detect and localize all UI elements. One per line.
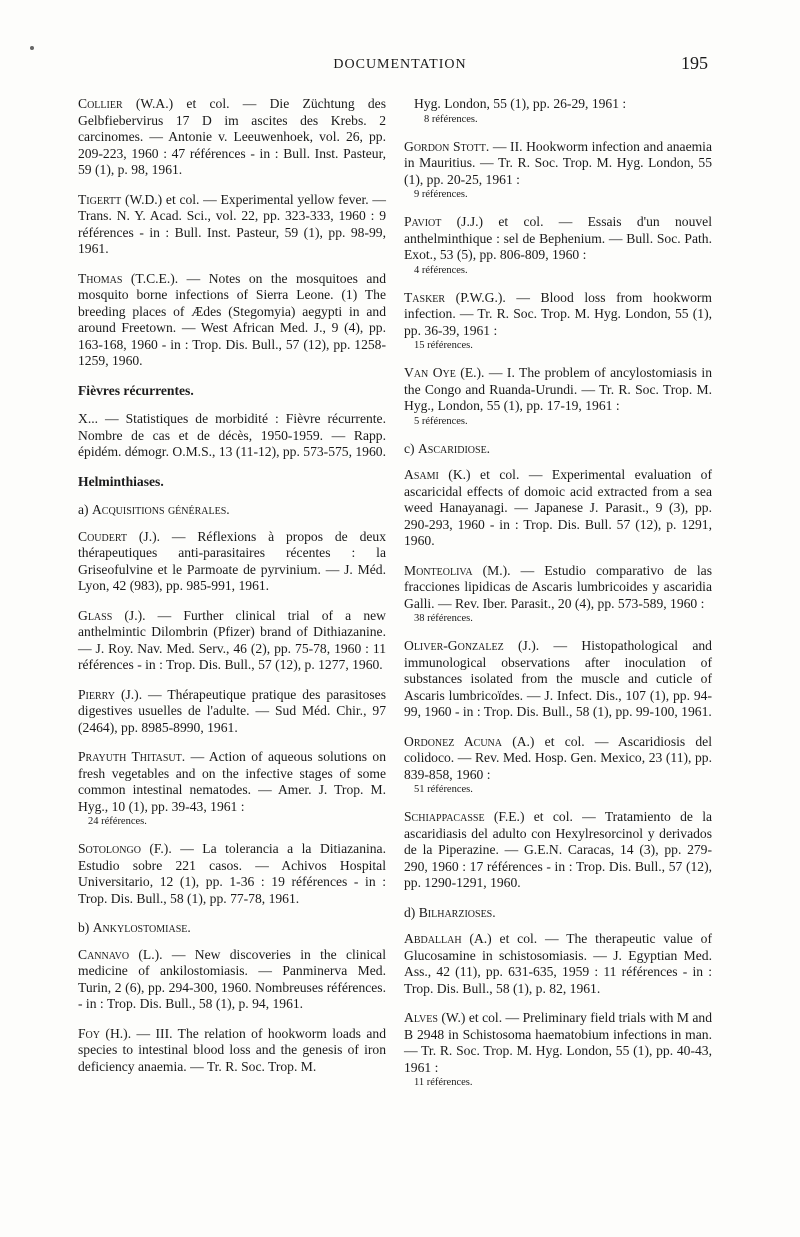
entry-text: — II. Hookworm infection and anaemia in Mauritius. — Tr. R. Soc. Trop. M. Hyg. London, 55 (1), pp. 20-25, 1961 : bbox=[404, 138, 712, 187]
entry-author: Alves (W.) bbox=[404, 1010, 466, 1025]
subsection-heading bbox=[404, 441, 712, 458]
entry-text: et col. — Essais d'un nouvel anthelminthique : sel de Bephenium. — Bull. Soc. Path. Exot., 53 (5), pp. 806-809, 1960 : bbox=[404, 214, 712, 262]
entry-references: 51 références. bbox=[414, 784, 473, 795]
entry-author: Ordonez Acuna (A.) bbox=[404, 733, 535, 749]
section-heading: Fièvres récurrentes. bbox=[78, 382, 194, 398]
entry-author: Abdallah (A.) bbox=[404, 931, 492, 946]
entry-text: — Réflexions à propos de deux thérapeutiques anti-parasitaires récentes : la Griseofulvine et le Parmoate de pyrvinium. — J. Méd. Lyon, 42 (983), pp. 985-991, 1961. bbox=[78, 528, 386, 593]
entry-text: — Action of aqueous solutions on fresh vegetables and on the infective stages of some common intestinal nematodes. — Amer. J. Trop. M. Hyg., 10 (1), pp. 39-43, 1961 : bbox=[78, 749, 387, 814]
bibliography-entry bbox=[78, 411, 386, 461]
bibliography-entry bbox=[78, 687, 386, 737]
bibliography-entry bbox=[78, 529, 386, 595]
entry-author: Foy (H.). bbox=[78, 1025, 132, 1041]
bibliography-entry bbox=[404, 139, 712, 202]
entry-references: 4 références. bbox=[414, 264, 468, 276]
bibliography-entry bbox=[78, 947, 386, 1013]
entry-author: Glass (J.). bbox=[78, 607, 146, 623]
entry-author: Gordon Stott. bbox=[404, 138, 490, 154]
bibliography-entry bbox=[78, 608, 386, 674]
page-number: 195 bbox=[681, 53, 708, 73]
bibliography-entry bbox=[404, 734, 712, 797]
entry-text: et col. — The therapeutic value of Glucosamine in schistosomiasis. — J. Egyptian Med. Ass., 42 (11), pp. 631-635, 1959 : 11 références - in : Trop. Dis. Bull., 58 (1), p. 82, 1961. bbox=[404, 931, 712, 996]
entry-text: — I. The problem of ancylostomiasis in the Congo and Ruanda-Urundi. — Tr. R. Soc. Trop. M. Hyg., London, 55 (1), pp. 17-19, 1961 : bbox=[404, 365, 712, 413]
subsection-heading bbox=[78, 502, 386, 519]
bibliography-entry bbox=[78, 1026, 386, 1076]
entry-references: 8 références. bbox=[424, 113, 478, 125]
entry-text: et col. — Die Züchtung des Gelbfiebervirus 17 D im ascites des Krebs. 2 carcinomes. — Antonie v. Leeuwenhoek, vol. 26, pp. 209-223, 1960 : 47 références - in : Bull. Inst. Pasteur, 59 (1), p. 98, 1961. bbox=[78, 96, 386, 177]
entry-text: — Histopathological and immunological observations after inoculation of substances isolated from the muscle and cuticle of Ascaris lumbricoïdes. — J. Infect. Dis., 107 (1), pp. 94-99, 1960 - in : Trop. Dis. Bull., 58 (1), pp. 99-100, 1961. bbox=[404, 638, 712, 719]
entry-references: 38 références. bbox=[414, 613, 473, 624]
entry-references: 9 références. bbox=[414, 189, 468, 200]
bibliography-entry bbox=[78, 749, 386, 828]
entry-author: Paviot (J.J.) bbox=[404, 214, 484, 229]
bibliography-entry bbox=[404, 365, 712, 428]
bibliography-entry bbox=[404, 96, 712, 126]
section-heading: Helminthiases. bbox=[78, 473, 164, 489]
subsection-label: Bilharzioses. bbox=[418, 904, 496, 920]
entry-text: et col. — Preliminary field trials with M and B 2948 in Schistosoma haematobium infections in man. — Tr. R. Soc. Trop. M. Hyg. London, 55 (1), pp. 40-43, 1961 : bbox=[404, 1010, 712, 1075]
margin-dot bbox=[30, 46, 34, 50]
bibliography-entry bbox=[78, 841, 386, 907]
entry-references: 15 références. bbox=[414, 340, 473, 351]
subsection-prefix: a) bbox=[78, 502, 92, 517]
entry-author: Prayuth Thitasut. bbox=[78, 749, 186, 764]
subsection-label: Ascaridiose. bbox=[417, 440, 491, 456]
entry-author: Tigertt (W.D.) bbox=[78, 191, 163, 207]
entry-author: Van Oye (E.). bbox=[404, 365, 485, 380]
bibliography-entry bbox=[404, 931, 712, 997]
entry-text: — Statistiques de morbidité : Fièvre récurrente. Nombre de cas et de décès, 1950-1959. — Rapp. épidém. démogr. O.M.S., 13 (11-12), pp. 573-575, 1960. bbox=[78, 411, 386, 459]
bibliography-entry bbox=[404, 290, 712, 353]
subsection-heading bbox=[404, 905, 712, 922]
entry-references: 5 références. bbox=[414, 415, 468, 427]
bibliography-entry bbox=[404, 467, 712, 550]
entry-text: — Thérapeutique pratique des parasitoses digestives usuelles de l'adulte. — Sud Méd. Chir., 97 (2464), pp. 8985-8990, 1961. bbox=[78, 686, 386, 735]
bibliography-entry bbox=[78, 271, 386, 370]
bibliography-entry bbox=[78, 96, 386, 179]
bibliography-entry bbox=[404, 1010, 712, 1089]
entry-references: 11 références. bbox=[414, 1077, 473, 1088]
bibliography-entry bbox=[404, 563, 712, 626]
bibliography-entry bbox=[78, 192, 386, 258]
bibliography-entry bbox=[404, 638, 712, 721]
entry-text: — III. The relation of hookworm loads and species to intestinal blood loss and the genesis of iron deficiency anaemia. — Tr. R. Soc. Trop. M. bbox=[78, 1025, 386, 1074]
entry-text: et col. — Ascaridiosis del colidoco. — Rev. Med. Hosp. Gen. Mexico, 23 (11), pp. 839-858, 1960 : bbox=[404, 733, 712, 782]
bibliography-entry bbox=[404, 214, 712, 277]
entry-author: Coudert (J.). bbox=[78, 528, 161, 544]
entry-author: Oliver-Gonzalez (J.). bbox=[404, 638, 540, 653]
entry-text: et col. — Experimental evaluation of ascaricidal effects of domoic acid extracted from a sea weed Hanayanagi. — Japanese J. Parasit., 9 (3), pp. 290-293, 1960 - in : Trop. Dis. Bull. 57 (12), p. 1291, 1960. bbox=[404, 467, 713, 548]
entry-author: Asami (K.) bbox=[404, 467, 471, 482]
entry-author: Schiappacasse (F.E.) bbox=[404, 809, 525, 824]
bibliography-entry bbox=[404, 809, 712, 892]
entry-text: et col. — Tratamiento de la ascaridiasis del adulto con Hexylresorcinol y derivados de la Piperazine. — G.E.N. Caracas, 14 (3), pp. 279-290, 1960 : 17 références - in : Trop. Dis. Bull., 57 (12), pp. 1290-1291, 1960. bbox=[404, 809, 713, 890]
entry-text: Hyg. London, 55 (1), pp. 26-29, 1961 : bbox=[414, 96, 627, 111]
entry-author: Collier (W.A.) bbox=[78, 96, 174, 111]
left-column bbox=[78, 96, 386, 1088]
entry-text: — Notes on the mosquitoes and mosquito borne infections of Sierra Leone. (1) The breeding places of Ædes (Stegomyia) aegypti in and around Freetown. — West African Med. J., 9 (4), pp. 163-168, 1960 - in : Trop. Dis. Bull., 57 (12), pp. 1258-1259, 1960. bbox=[78, 270, 386, 368]
entry-text: — New discoveries in the clinical medicine of ankilostomiasis. — Panminerva Med. Turin, 2 (6), pp. 294-300, 1960. Nombreuses références. - in : Trop. Dis. Bull., 58 (1), p. 94, 1961. bbox=[78, 946, 386, 1011]
entry-text: — Blood loss from hookworm infection. — Tr. R. Soc. Trop. M. Hyg. London, 55 (1), pp. 36-39, 1961 : bbox=[404, 289, 712, 338]
entry-text: — Estudio comparativo de las fracciones lipidicas de Ascaris lumbricoides y ascaridia Galli. — Rev. Iber. Parasit., 20 (4), pp. 573-589, 1960 : bbox=[404, 562, 713, 611]
entry-references: 24 références. bbox=[88, 816, 147, 827]
entry-author: Sotolongo (F.). bbox=[78, 841, 172, 856]
entry-author: Monteoliva (M.). bbox=[404, 562, 511, 578]
entry-author: Cannavo (L.). bbox=[78, 946, 163, 962]
subsection-prefix: c) bbox=[404, 440, 418, 456]
entry-author: Thomas (T.C.E.). bbox=[78, 270, 179, 286]
subsection-label: Ankylostomiase. bbox=[92, 920, 191, 935]
entry-author: Pierry (J.). bbox=[78, 686, 143, 702]
running-header: DOCUMENTATION bbox=[333, 57, 467, 72]
entry-text: et col. — Experimental yellow fever. — Trans. N. Y. Acad. Sci., vol. 22, pp. 323-333, 1960 : 9 références - in : Bull. Inst. Pasteur, 59 (1), pp. 98-99, 1961. bbox=[78, 191, 386, 256]
entry-author: Tasker (P.W.G.). bbox=[404, 289, 506, 305]
entry-text: — La tolerancia a la Ditiazanina. Estudio sobre 221 casos. — Achivos Hospital Universitario, 12 (1), pp. 1-36 : 19 références - in : Trop. Dis. Bull., 58 (1), pp. 77-78, 1961. bbox=[78, 841, 386, 906]
right-column bbox=[404, 96, 712, 1102]
subsection-prefix: b) bbox=[78, 920, 93, 935]
entry-text: — Further clinical trial of a new anthelmintic Dilombrin (Pfizer) brand of Dithiazanine. — J. Roy. Nav. Med. Serv., 46 (2), pp. 75-78, 1960 : 11 références - in : Trop. Dis. Bull., 57 (12), p. 1277, 1960. bbox=[78, 607, 386, 672]
subsection-heading bbox=[78, 920, 386, 937]
subsection-prefix: d) bbox=[404, 904, 419, 920]
subsection-label: Acquisitions générales. bbox=[91, 502, 230, 517]
entry-author: X... bbox=[78, 411, 99, 426]
